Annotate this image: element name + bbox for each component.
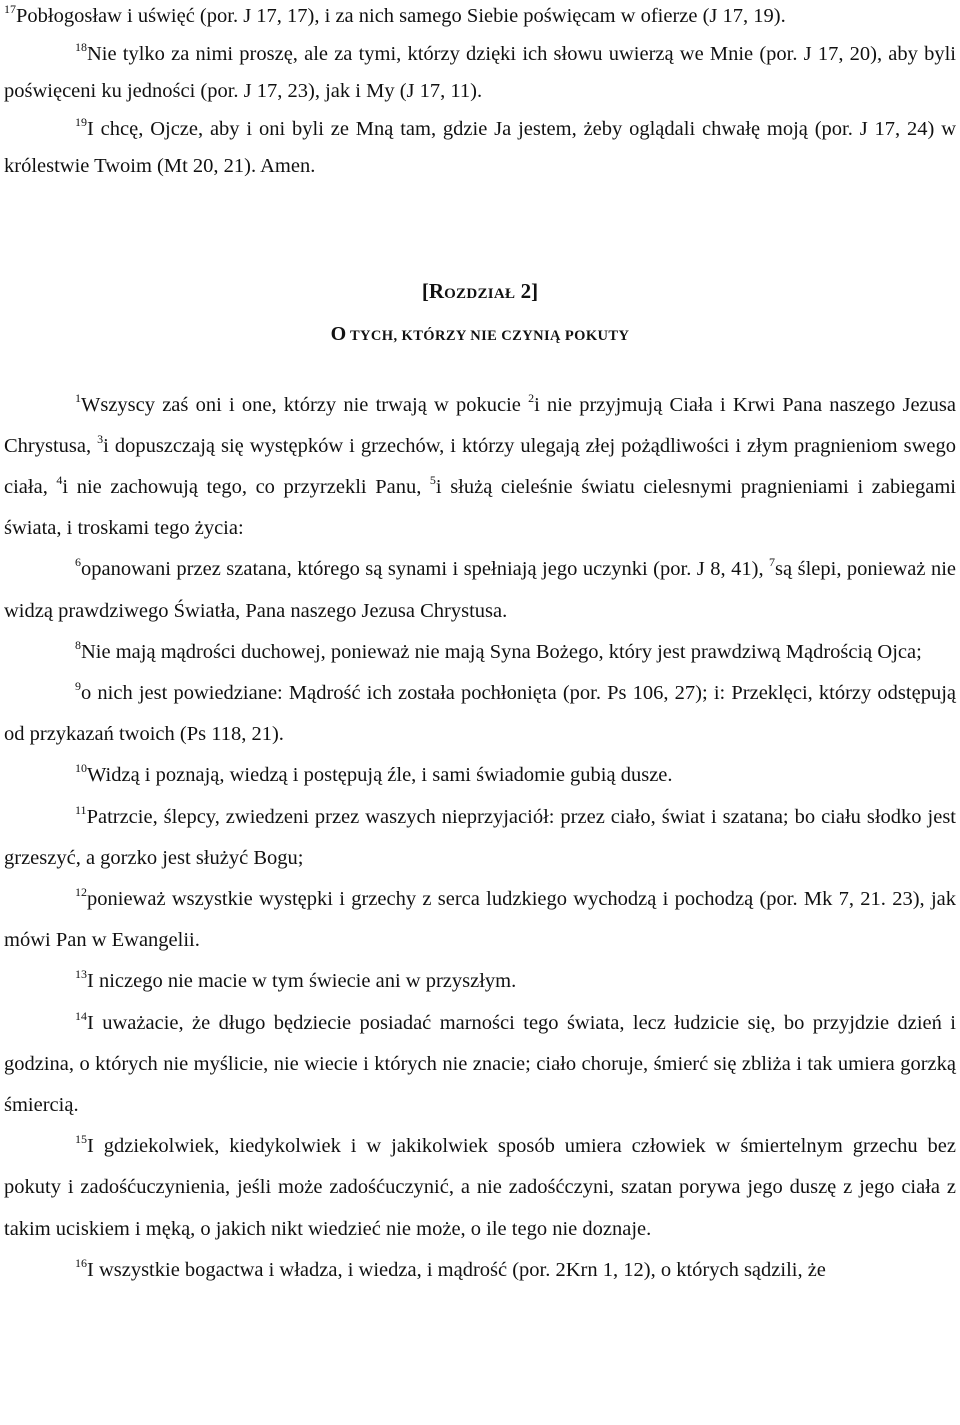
verse-12	[4, 879, 956, 961]
verse-number: 2	[528, 390, 535, 405]
verse-13	[4, 961, 956, 1002]
section-chapter-2	[4, 385, 956, 1291]
verse-text: I wszystkie bogactwa i władza, i wiedza, i mądrość (por. 2Krn 1, 12), o których sądzili, że	[87, 1258, 826, 1281]
verse-number: 13	[75, 967, 87, 982]
verse-number: 7	[769, 555, 776, 570]
verse-number: 3	[97, 431, 104, 446]
verse-14	[4, 1003, 956, 1127]
verse-number: 14	[75, 1008, 87, 1023]
verse-text: ponieważ wszystkie występki i grzechy z serca ludzkiego wychodzą i pochodzą (por. Mk 7, 21. 23), jak mówi Pan w Ewangelii.	[4, 887, 956, 952]
verse-number: 8	[75, 637, 81, 652]
section-previous-chapter	[4, 0, 956, 186]
verse-8	[4, 632, 956, 673]
verse-number: 17	[4, 2, 16, 16]
verse-number: 19	[75, 114, 87, 129]
verse-number: 6	[75, 555, 81, 570]
verse-text: Pobłogosław i uświęć (por. J 17, 17), i za nich samego Siebie poświęcam w ofierze (J 17, 19).	[16, 5, 786, 27]
verse-text: I niczego nie macie w tym świecie ani w przyszłym.	[87, 970, 517, 993]
verse-18	[4, 36, 956, 111]
verse-number: 16	[75, 1255, 87, 1270]
verse-16	[4, 1250, 956, 1291]
verse-number: 18	[75, 39, 87, 54]
verse-9	[4, 673, 956, 755]
verse-number: 11	[75, 802, 87, 817]
document-page	[4, 0, 956, 1291]
verse-15	[4, 1126, 956, 1250]
verse-number: 1	[75, 390, 81, 405]
paragraph-verses-6-7: $^6$opanowani przez szatana, którego są synami i spełniają jego uczynki (por. J 8, 41), $^7$są ślepi, ponieważ nie widzą prawdziwego Światła, Pana naszego Jezusa Chrystusa.	[4, 555, 956, 622]
verse-text: Nie tylko za nimi proszę, ale za tymi, którzy dzięki ich słowu uwierzą we Mnie (por. J 17, 20), aby byli poświęceni ku jedności (por. J 17, 23), jak i My (J 17, 11).	[4, 42, 956, 102]
verse-text: Widzą i poznają, wiedzą i postępują źle, i sami świadomie gubią dusze.	[87, 764, 673, 787]
verse-text: I chcę, Ojcze, aby i oni byli ze Mną tam, gdzie Ja jestem, żeby oglądali chwałę moją (por. J 17, 24) w królestwie Twoim (Mt 20, 21). Amen.	[4, 117, 956, 177]
paragraph-verses-1-5: $^1$Wszyscy zaś oni i one, którzy nie trwają w pokucie $^2$i nie przyjmują Ciała i Krwi Pana naszego Jezusa Chrystusa, $^3$i dopuszczają się występków i grzechów, i którzy ulegają złej pożądliwości i złym pragnieniom swego ciała, $^4$i nie zachowują tego, co przyrzekli Panu, $^5$i służą cieleśnie światu cielesnymi pragnieniami i zabiegami świata, i troskami tego życia:	[4, 390, 956, 540]
verse-number: 15	[75, 1132, 87, 1147]
verse-number: 4	[56, 472, 63, 487]
verse-10	[4, 755, 956, 796]
verse-text: I uważacie, że długo będziecie posiadać marności tego świata, lecz łudzicie się, bo przyjdzie dzień i godzina, o których nie myślicie, nie wiecie i których nie znacie; ciało choruje, śmierć się zbliża i tak umiera gorzką śmiercią.	[4, 1011, 956, 1116]
verse-text: Nie mają mądrości duchowej, ponieważ nie mają Syna Bożego, który jest prawdziwą Mądrością Ojca;	[81, 640, 922, 663]
verse-text: o nich jest powiedziane: Mądrość ich została pochłonięta (por. Ps 106, 27); i: Przeklęci, którzy odstępują od przykazań twoich (Ps 118, 21).	[4, 681, 956, 746]
verse-11	[4, 797, 956, 879]
verse-text: I gdziekolwiek, kiedykolwiek i w jakikolwiek sposób umiera człowiek w śmiertelnym grzechu bez pokuty i zadośćuczynienia, jeśli może zadośćuczynić, a nie zadośćczyni, szatan porywa jego duszę z jego ciała z takim uciskiem i męką, o jakich nikt wiedzieć nie może, o ile tego nie doznaje.	[4, 1135, 956, 1240]
verse-17	[4, 0, 956, 36]
verse-number: 12	[75, 884, 87, 899]
verse-number: 10	[75, 761, 87, 776]
verse-number: 9	[75, 678, 81, 693]
verse-text: Patrzcie, ślepcy, zwiedzeni przez waszych nieprzyjaciół: przez ciało, świat i szatana; bo ciału słodko jest grzeszyć, a gorzko jest służyć Bogu;	[4, 805, 956, 869]
chapter-heading: [ROZDZIAŁ 2]	[421, 278, 539, 303]
chapter-title: O TYCH, KTÓRZY NIE CZYNIĄ POKUTY	[330, 322, 630, 345]
verse-19	[4, 111, 956, 186]
verse-number: 5	[429, 472, 436, 487]
